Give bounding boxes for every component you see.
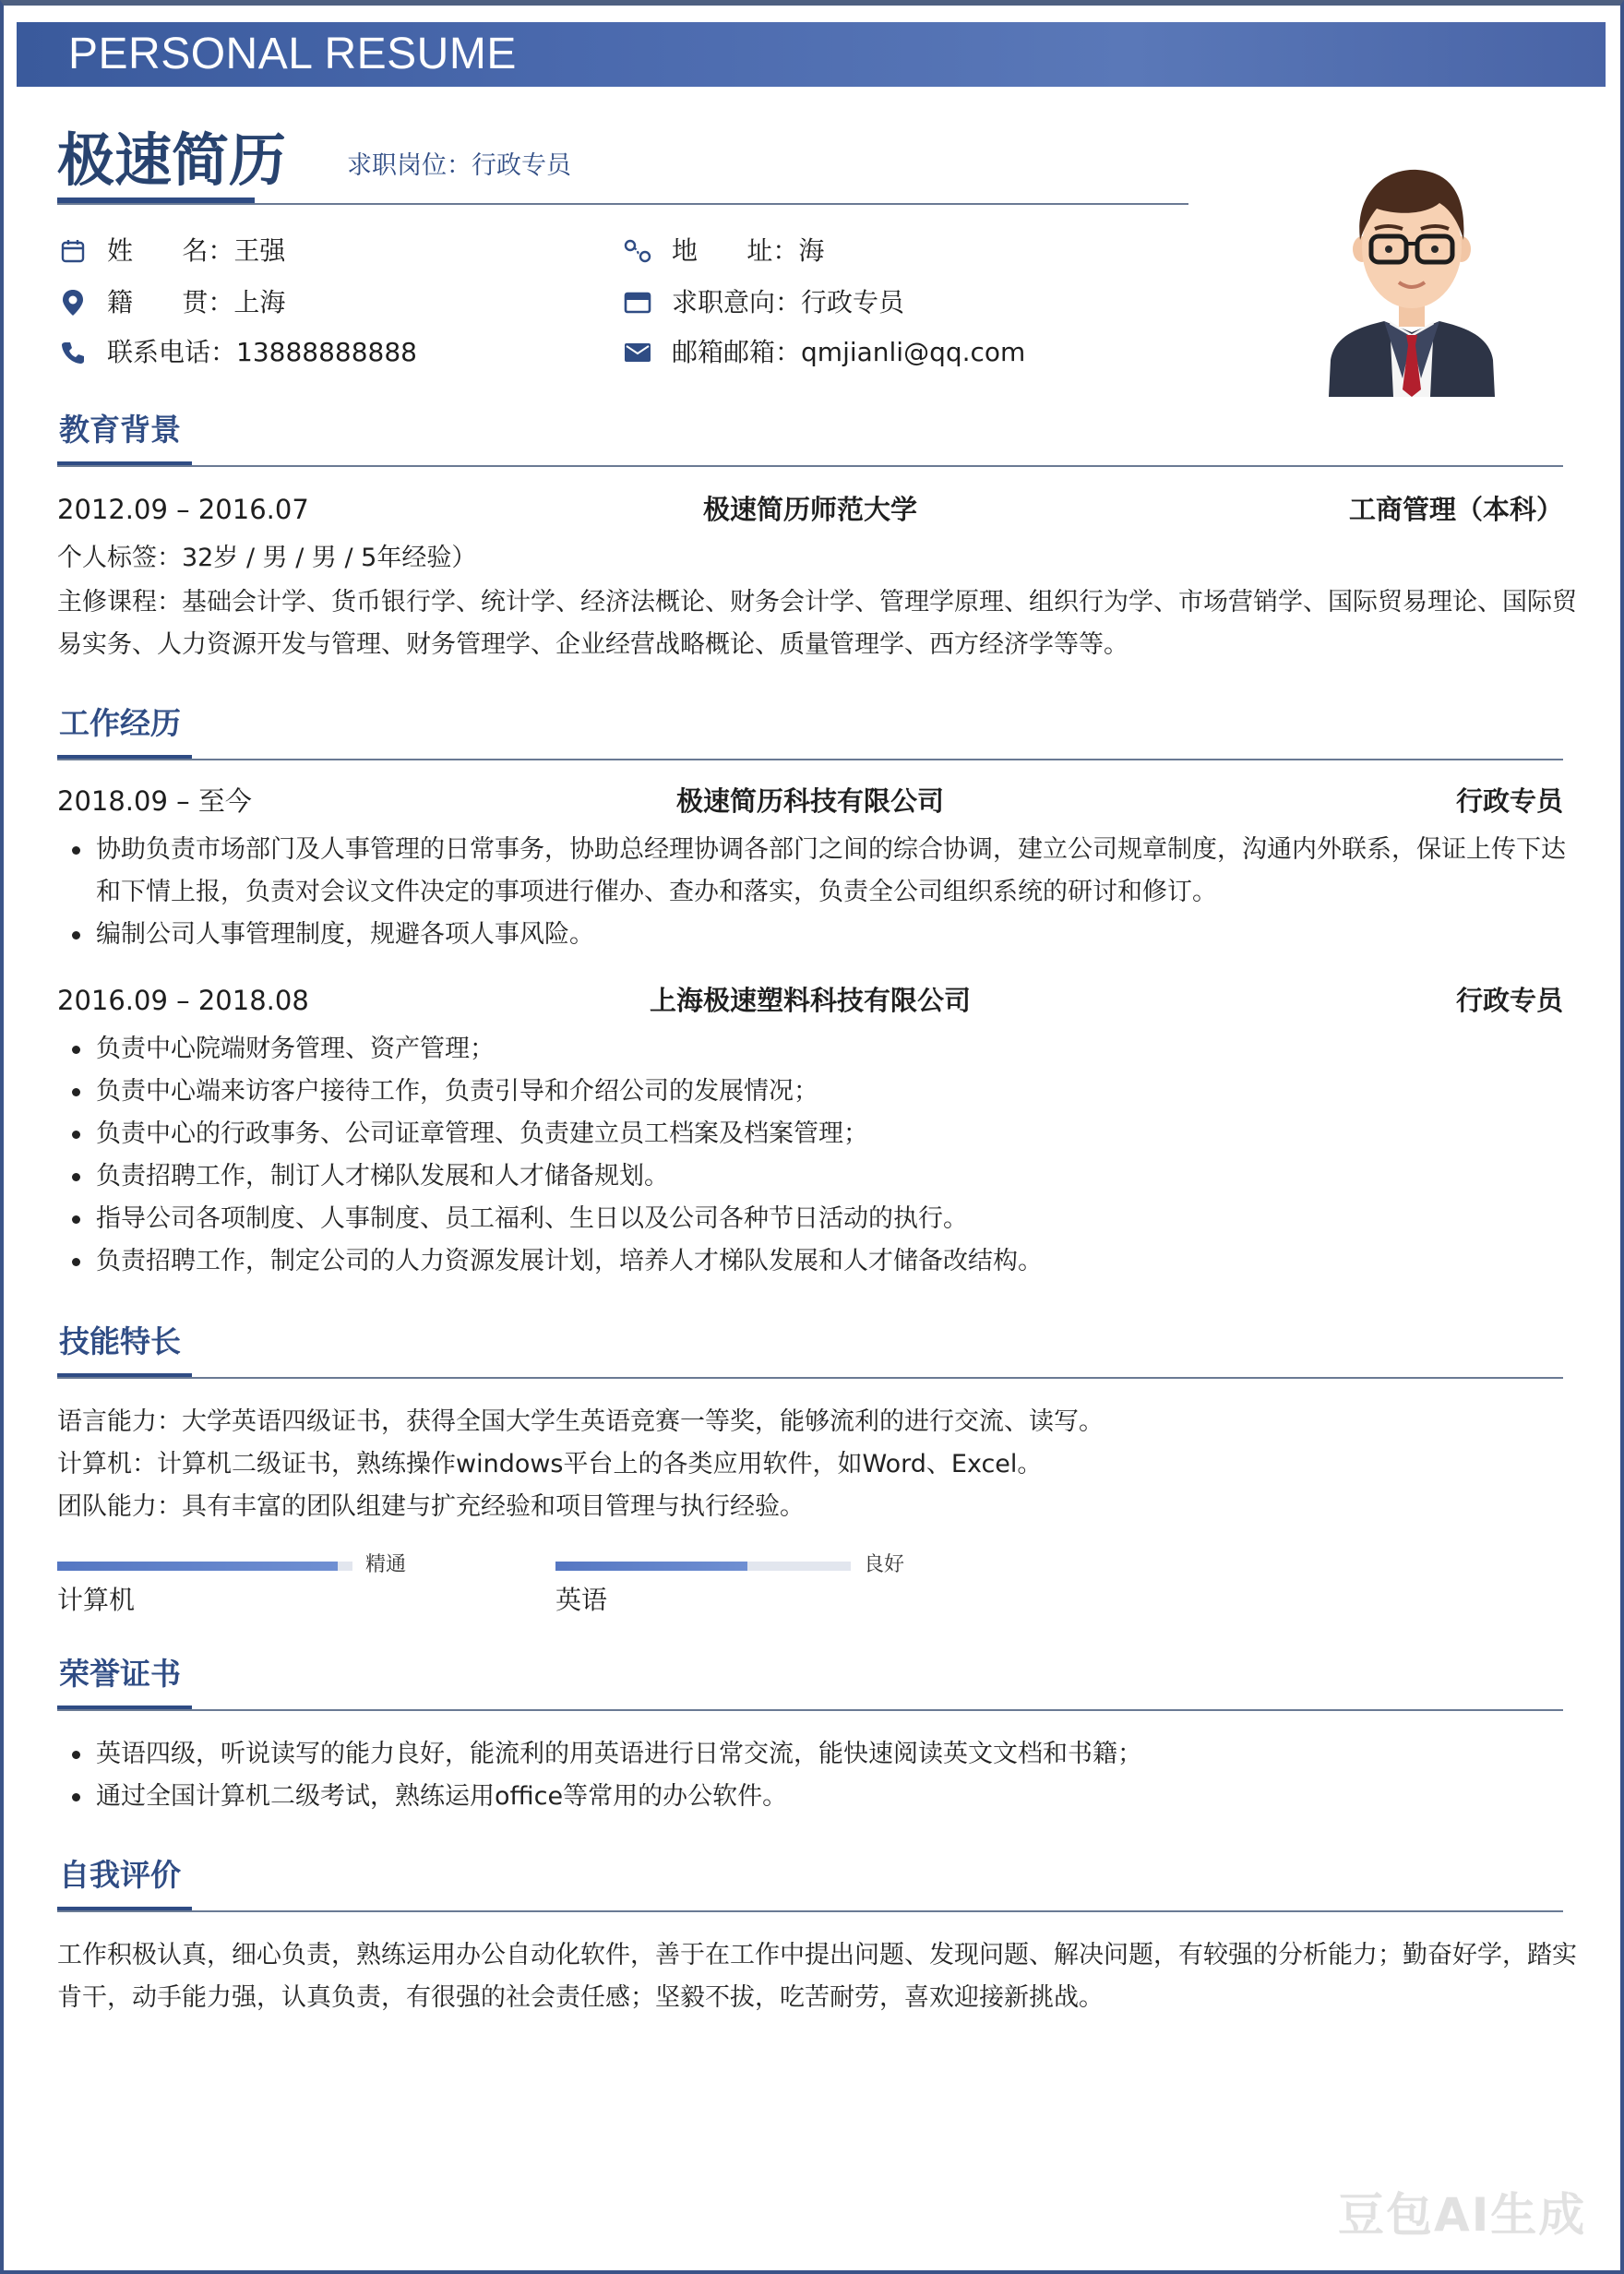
section-title-skills: 技能特长 — [59, 1323, 181, 1359]
job-role: 行政专员 — [1455, 985, 1563, 1016]
location-pin-icon — [57, 286, 89, 319]
list-item: 指导公司各项制度、人事制度、员工福利、生日以及公司各种节日活动的执行。 — [68, 1198, 1568, 1240]
list-item: 负责中心端来访客户接待工作，负责引导和介绍公司的发展情况； — [68, 1071, 1568, 1113]
info-value: 王强 — [233, 235, 286, 266]
list-item: 负责招聘工作，制订人才梯队发展和人才储备规划。 — [68, 1155, 1568, 1198]
skill-level-label: 良好 — [864, 1553, 905, 1576]
self-eval-text: 工作积极认真，细心负责，熟练运用办公自动化软件，善于在工作中提出问题、发现问题、解决问题，有较强的分析能力；勤奋好学，踏实肯干，动手能力强，认真负责，有很强的社会责任感；坚毅不拔，吃苦耐劳，喜欢迎接新挑战。 — [57, 1941, 1577, 2012]
skill-line: 计算机：计算机二级证书，熟练操作windows平台上的各类应用软件，如Word、Excel。 — [57, 1450, 1043, 1478]
education-tags: 个人标签：32岁 / 男 / 男 / 5年经验） — [57, 544, 477, 572]
info-label: 姓 名： — [107, 235, 234, 266]
section-divider — [57, 1910, 1563, 1912]
skill-line: 团队能力：具有丰富的团队组建与扩充经验和项目管理与执行经验。 — [57, 1492, 805, 1521]
info-value: 海 — [798, 235, 825, 266]
job-date: 2018.09 – 至今 — [57, 785, 252, 817]
list-item: 负责中心的行政事务、公司证章管理、负责建立员工档案及档案管理； — [68, 1113, 1568, 1155]
skill-line: 语言能力：大学英语四级证书，获得全国大学生英语竞赛一等奖，能够流利的进行交流、读写。 — [57, 1407, 1104, 1436]
info-intention — [622, 286, 904, 319]
education-major: 工商管理（本科） — [1348, 494, 1563, 525]
job-row — [57, 783, 1563, 820]
info-label: 求职意向： — [672, 287, 802, 317]
phone-icon — [57, 336, 89, 369]
skill-bar-fill — [57, 1562, 338, 1571]
banner — [17, 22, 1606, 87]
honors-list — [68, 1733, 1568, 1818]
skill-level-label: 精通 — [365, 1553, 407, 1576]
info-name — [57, 234, 285, 268]
section-divider — [57, 1709, 1563, 1711]
list-item: 通过全国计算机二级考试，熟练运用office等常用的办公软件。 — [68, 1776, 1568, 1818]
job-role: 行政专员 — [1455, 785, 1563, 817]
job-duties — [68, 829, 1568, 956]
banner-title: PERSONAL RESUME — [68, 30, 517, 78]
skill-bar-english — [555, 1562, 851, 1571]
section-divider — [57, 759, 1563, 760]
list-item: 负责中心院端财务管理、资产管理； — [68, 1028, 1568, 1071]
info-phone — [57, 336, 417, 369]
info-email — [622, 336, 1025, 369]
job-duties — [68, 1028, 1568, 1283]
header-divider — [57, 203, 1188, 205]
info-value: qmjianli@qq.com — [801, 337, 1026, 367]
education-row — [57, 491, 1563, 528]
section-title-self-eval: 自我评价 — [59, 1857, 181, 1893]
info-label: 邮箱邮箱： — [672, 337, 802, 367]
skill-bar-fill — [555, 1562, 747, 1571]
info-value: 13888888888 — [236, 337, 417, 367]
list-item: 编制公司人事管理制度，规避各项人事风险。 — [68, 914, 1568, 956]
list-item: 负责招聘工作，制定公司的人力资源发展计划，培养人才梯队发展和人才储备改结构。 — [68, 1240, 1568, 1283]
list-item: 英语四级，听说读写的能力良好，能流利的用英语进行日常交流，能快速阅读英文文档和书籍； — [68, 1733, 1568, 1776]
job-date: 2016.09 – 2018.08 — [57, 985, 309, 1016]
education-courses: 主修课程：基础会计学、货币银行学、统计学、经济法概论、财务会计学、管理学原理、组织行为学、市场营销学、国际贸易理论、国际贸易实务、人力资源开发与管理、财务管理学、企业经营战略概论、质量管理学、西方经济学等等。 — [57, 588, 1577, 659]
job-company: 极速简历科技有限公司 — [675, 785, 944, 817]
section-title-education: 教育背景 — [59, 412, 181, 448]
info-value: 上海 — [233, 287, 286, 317]
job-row — [57, 982, 1563, 1019]
info-address — [622, 234, 824, 268]
mail-icon — [622, 336, 653, 369]
watermark: 豆包AI生成 — [1338, 2188, 1587, 2242]
section-divider — [57, 1377, 1563, 1379]
skill-bar-computer — [57, 1562, 352, 1571]
resume-name: 极速简历 — [57, 126, 287, 194]
calendar-icon — [57, 234, 89, 268]
skill-name: 计算机 — [57, 1585, 136, 1615]
info-label: 籍 贯： — [107, 287, 234, 317]
info-value: 行政专员 — [801, 287, 905, 317]
job-company: 上海极速塑料科技有限公司 — [649, 985, 971, 1016]
education-date: 2012.09 – 2016.07 — [57, 494, 309, 525]
avatar — [1310, 148, 1513, 397]
briefcase-icon — [622, 286, 653, 319]
education-school: 极速简历师范大学 — [702, 494, 917, 525]
list-item: 协助负责市场部门及人事管理的日常事务，协助总经理协调各部门之间的综合协调，建立公司规章制度，沟通内外联系，保证上传下达和下情上报，负责对会议文件决定的事项进行催办、查办和落实，负责全公司组织系统的研讨和修订。 — [68, 829, 1568, 914]
map-icon — [622, 234, 653, 268]
info-label: 联系电话： — [107, 337, 237, 367]
section-divider — [57, 465, 1563, 467]
skill-name: 英语 — [555, 1585, 608, 1615]
job-target: 求职岗位：行政专员 — [347, 151, 571, 180]
section-title-work: 工作经历 — [59, 705, 181, 741]
section-title-honors: 荣誉证书 — [59, 1656, 181, 1692]
info-label: 地 址： — [672, 235, 799, 266]
info-native-place — [57, 286, 285, 319]
